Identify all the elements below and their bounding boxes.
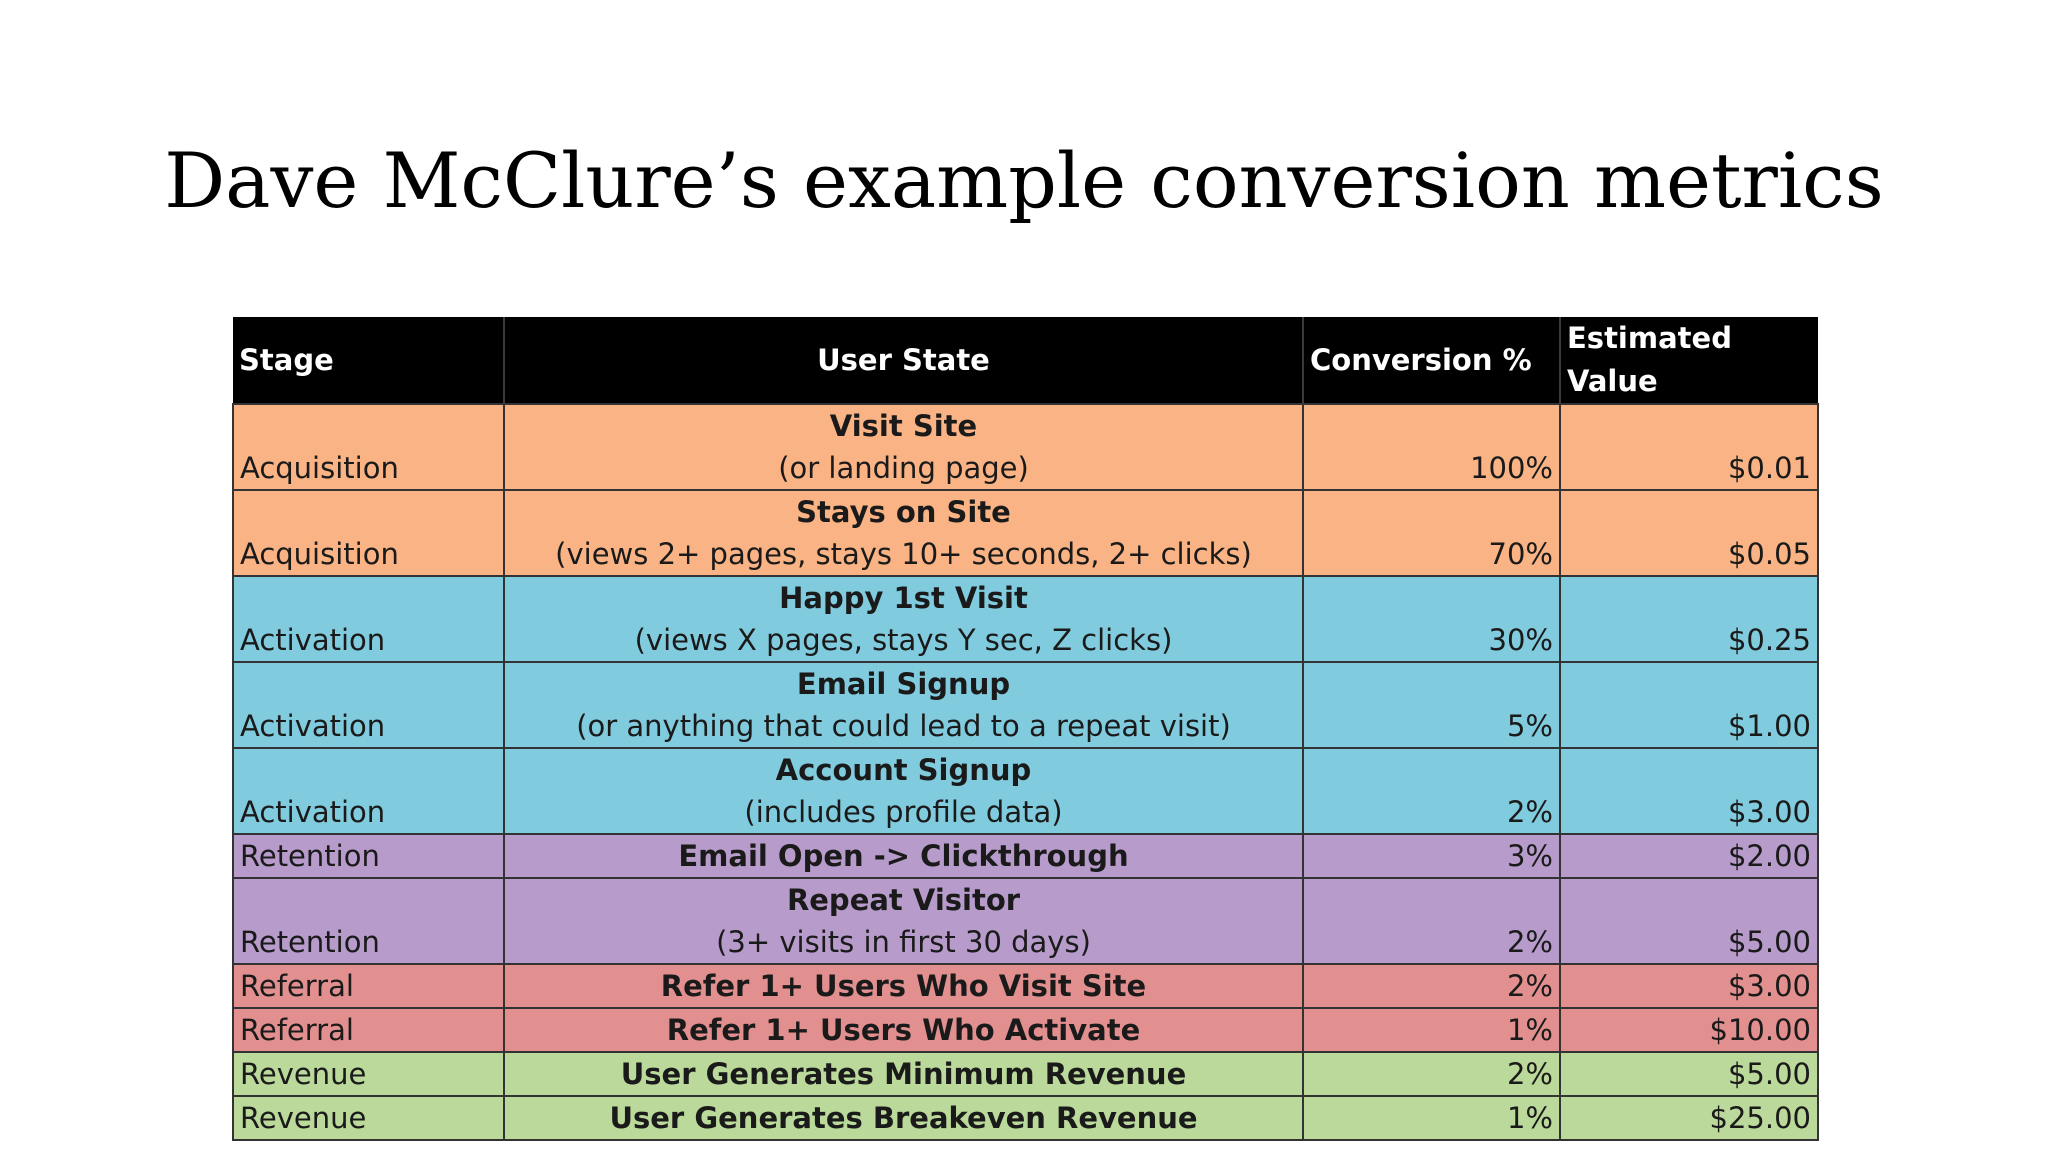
cell-user-state: [504, 490, 1303, 576]
cell-user-state: [504, 964, 1303, 1008]
cell-estimated-value: $1.00: [1560, 662, 1818, 748]
cell-user-state: [504, 1052, 1303, 1096]
cell-user-state: [504, 404, 1303, 490]
cell-estimated-value: $0.25: [1560, 576, 1818, 662]
table-row: [233, 748, 1818, 834]
cell-stage: Activation: [233, 576, 504, 662]
table-row: [233, 964, 1818, 1008]
user-state-title: User Generates Minimum Revenue: [620, 1057, 1187, 1091]
user-state-detail: (includes profile data): [744, 795, 1063, 829]
user-state-title: Account Signup: [775, 753, 1032, 787]
cell-conversion: 3%: [1303, 834, 1560, 878]
cell-estimated-value: $25.00: [1560, 1096, 1818, 1140]
cell-user-state: [504, 878, 1303, 964]
user-state-title: Stays on Site: [796, 495, 1011, 529]
cell-user-state: [504, 1096, 1303, 1140]
cell-conversion: 2%: [1303, 1052, 1560, 1096]
user-state-detail: (or landing page): [778, 451, 1029, 485]
table-row: [233, 878, 1818, 964]
cell-conversion: 2%: [1303, 964, 1560, 1008]
cell-estimated-value: $5.00: [1560, 878, 1818, 964]
user-state-title: Repeat Visitor: [786, 883, 1021, 917]
cell-stage: Referral: [233, 964, 504, 1008]
cell-conversion: 1%: [1303, 1008, 1560, 1052]
user-state-title: Refer 1+ Users Who Visit Site: [660, 969, 1147, 1003]
cell-stage: Retention: [233, 878, 504, 964]
cell-conversion: 100%: [1303, 404, 1560, 490]
cell-conversion: 2%: [1303, 748, 1560, 834]
cell-stage: Acquisition: [233, 404, 504, 490]
table-row: [233, 404, 1818, 490]
user-state-detail: (views 2+ pages, stays 10+ seconds, 2+ clicks): [555, 537, 1252, 571]
table-row: [233, 576, 1818, 662]
cell-stage: Activation: [233, 662, 504, 748]
user-state-title: Email Signup: [796, 667, 1011, 701]
cell-conversion: 2%: [1303, 878, 1560, 964]
header-conversion: Conversion %: [1303, 317, 1560, 404]
header-user-state: User State: [504, 317, 1303, 404]
table-row: [233, 490, 1818, 576]
header-stage: Stage: [233, 317, 504, 404]
table-row: [233, 662, 1818, 748]
cell-conversion: 5%: [1303, 662, 1560, 748]
table-row: [233, 1096, 1818, 1140]
header-estimated-value: Estimated Value: [1560, 317, 1818, 404]
cell-estimated-value: $5.00: [1560, 1052, 1818, 1096]
cell-stage: Revenue: [233, 1096, 504, 1140]
cell-estimated-value: $0.05: [1560, 490, 1818, 576]
cell-stage: Revenue: [233, 1052, 504, 1096]
user-state-title: User Generates Breakeven Revenue: [609, 1101, 1198, 1135]
conversion-metrics-table: [232, 317, 1819, 1141]
table-row: [233, 1008, 1818, 1052]
cell-user-state: [504, 748, 1303, 834]
cell-estimated-value: $3.00: [1560, 748, 1818, 834]
cell-conversion: 70%: [1303, 490, 1560, 576]
cell-stage: Retention: [233, 834, 504, 878]
cell-user-state: [504, 1008, 1303, 1052]
user-state-title: Refer 1+ Users Who Activate: [666, 1013, 1141, 1047]
cell-stage: Referral: [233, 1008, 504, 1052]
cell-conversion: 30%: [1303, 576, 1560, 662]
cell-estimated-value: $0.01: [1560, 404, 1818, 490]
cell-stage: Activation: [233, 748, 504, 834]
table-row: [233, 1052, 1818, 1096]
user-state-detail: (views X pages, stays Y sec, Z clicks): [634, 623, 1173, 657]
user-state-detail: (3+ visits in first 30 days): [716, 925, 1091, 959]
table-header-row: [233, 317, 1818, 404]
cell-estimated-value: $3.00: [1560, 964, 1818, 1008]
table-body: [233, 404, 1818, 1140]
table-row: [233, 834, 1818, 878]
user-state-detail: (or anything that could lead to a repeat visit): [576, 709, 1231, 743]
slide-title: Dave McClure’s example conversion metrics: [164, 136, 1884, 225]
cell-user-state: [504, 834, 1303, 878]
cell-user-state: [504, 662, 1303, 748]
cell-user-state: [504, 576, 1303, 662]
user-state-title: Happy 1st Visit: [779, 581, 1028, 615]
user-state-title: Visit Site: [829, 409, 978, 443]
cell-stage: Acquisition: [233, 490, 504, 576]
cell-estimated-value: $10.00: [1560, 1008, 1818, 1052]
cell-estimated-value: $2.00: [1560, 834, 1818, 878]
user-state-title: Email Open -> Clickthrough: [678, 839, 1129, 873]
cell-conversion: 1%: [1303, 1096, 1560, 1140]
